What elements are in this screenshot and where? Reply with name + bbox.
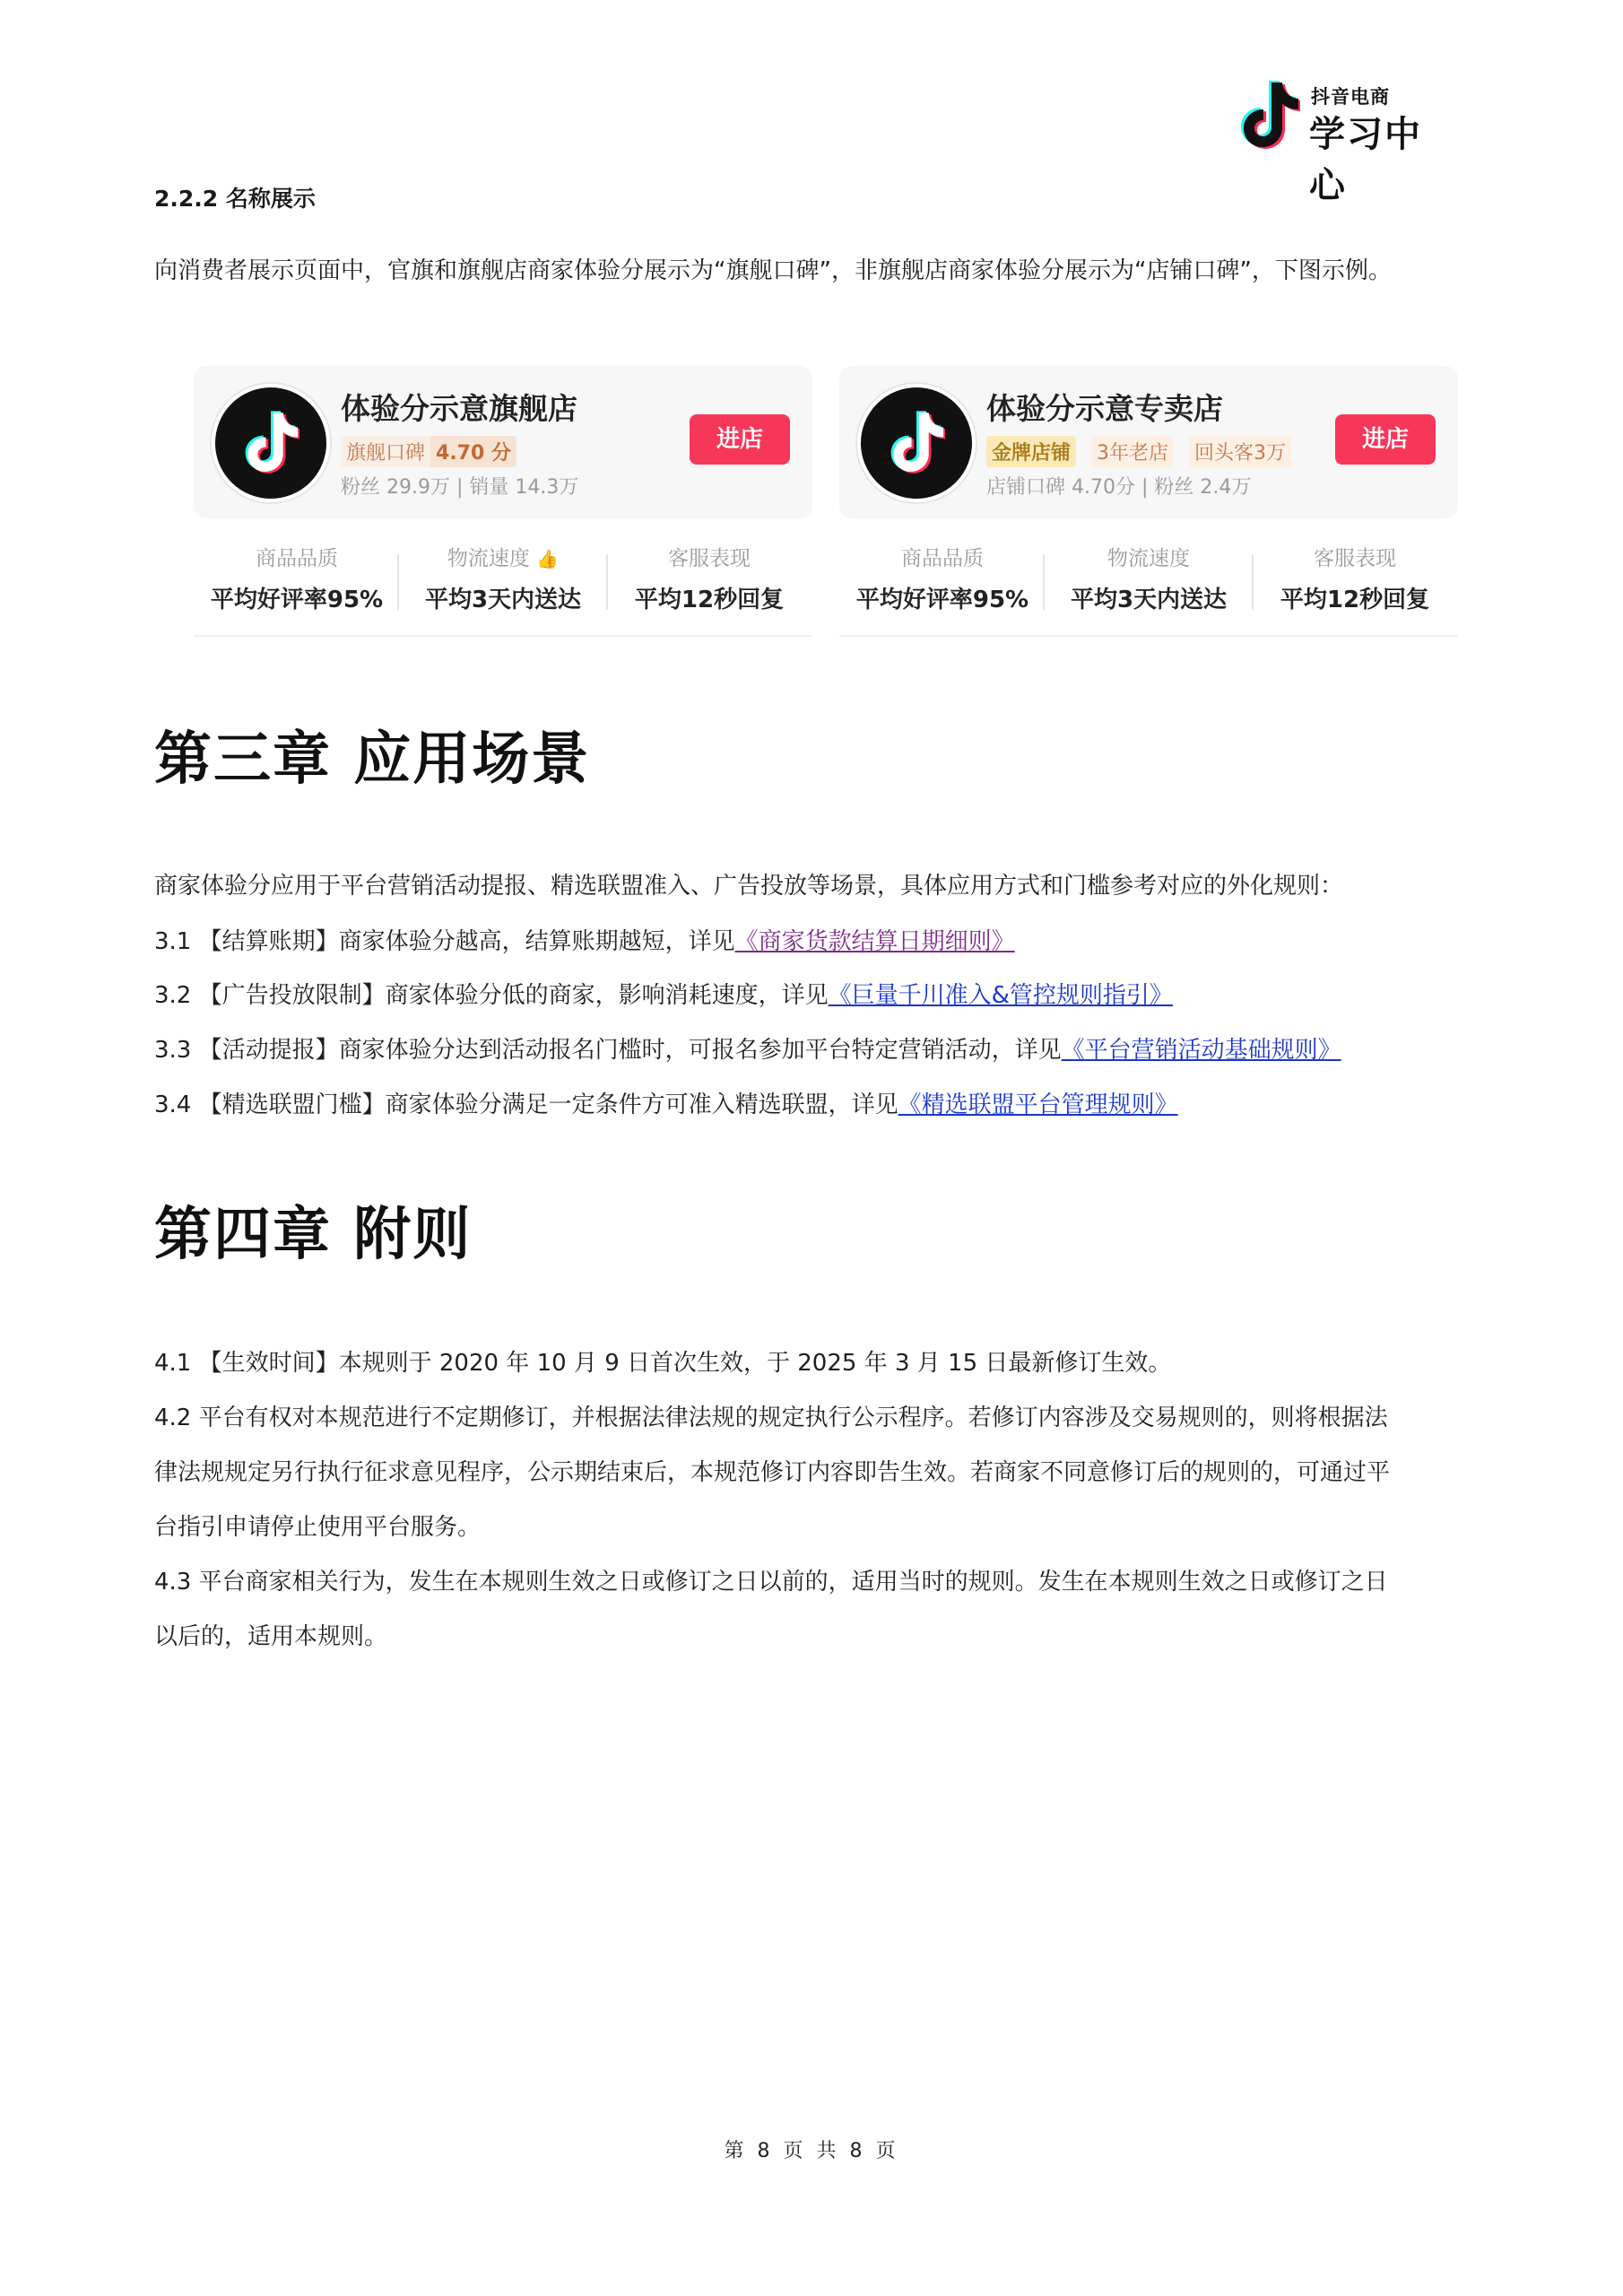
logo-title: 学习中心 [1309, 114, 1422, 206]
chapter-4-title: 第四章 附则 [154, 1202, 473, 1268]
metric-label: 客服表现 [668, 547, 751, 570]
metric-divider [397, 554, 399, 610]
reputation-badge: 旗舰口碑 [341, 436, 430, 467]
gold-store-badge: 金牌店铺 [986, 436, 1076, 467]
metric-value: 平均3天内送达 [424, 587, 582, 613]
metric-logistics [1046, 542, 1252, 614]
store-card-specialty [839, 366, 1458, 653]
alliance-rules-link[interactable]: 《精选联盟平台管理规则》 [898, 1091, 1178, 1118]
douyin-logo-icon [242, 407, 299, 477]
thumbs-up-icon: 👍 [536, 548, 560, 570]
settlement-rules-link[interactable]: 《商家货款结算日期细则》 [734, 928, 1015, 955]
store-name: 体验分示意专卖店 [986, 391, 1223, 426]
chapter-3-title: 第三章 应用场景 [154, 726, 591, 793]
metric-label: 客服表现 [1314, 547, 1396, 570]
section-heading-2-2-2: 2.2.2 名称展示 [154, 186, 316, 212]
metric-divider [1043, 554, 1045, 610]
store-card-flagship [194, 366, 812, 653]
metric-value: 平均好评率95% [855, 587, 1029, 613]
chapter-3-intro: 商家体验分应用于平台营销活动提报、精选联盟准入、广告投放等场景，具体应用方式和门槛参考对应的外化规则： [154, 873, 1344, 900]
rule-item-4-3-line-1: 4.3 平台商家相关行为，发生在本规则生效之日或修订之日以前的，适用当时的规则。发生在本规则生效之日或修订之日 [154, 1569, 1388, 1596]
store-avatar [212, 384, 330, 502]
metric-service [1252, 542, 1458, 614]
metric-value: 平均12秒回复 [1280, 587, 1430, 613]
metric-service [606, 542, 812, 614]
metric-quality [839, 542, 1046, 614]
section-2-2-2-text: 向消费者展示页面中，官旗和旗舰店商家体验分展示为“旗舰口碑”，非旗舰店商家体验分展示为“店铺口碑”，下图示例。 [154, 257, 1392, 284]
enter-store-button[interactable]: 进店 [1335, 414, 1436, 465]
store-stats: 店铺口碑 4.70分 | 粉丝 2.4万 [986, 476, 1252, 499]
rule-item-4-1: 4.1 【生效时间】本规则于 2020 年 10 月 9 日首次生效，于 2025 年 3 月 15 日最新修订生效。 [154, 1350, 1172, 1377]
store-tags [341, 436, 525, 467]
douyin-logo-icon [1237, 77, 1300, 152]
rule-item-3-2: 3.2 【广告投放限制】商家体验分低的商家，影响消耗速度，详见《巨量千川准入&管控规则指引》 [154, 982, 1173, 1009]
rule-item-3-1: 3.1 【结算账期】商家体验分越高，结算账期越短，详见《商家货款结算日期细则》 [154, 928, 1015, 955]
rule-item-4-3-line-2: 以后的，适用本规则。 [154, 1623, 388, 1650]
metric-value: 平均3天内送达 [1070, 587, 1228, 613]
marketing-activity-rules-link[interactable]: 《平台营销活动基础规则》 [1061, 1037, 1341, 1064]
enter-store-button[interactable]: 进店 [690, 414, 790, 465]
douyin-logo-icon [888, 407, 945, 477]
store-tags [986, 436, 1300, 467]
logo-subtitle: 抖音电商 [1311, 86, 1390, 108]
qianchuan-rules-link[interactable]: 《巨量千川准入&管控规则指引》 [828, 982, 1173, 1009]
card-divider [839, 635, 1458, 637]
rule-item-4-2-line-1: 4.2 平台有权对本规范进行不定期修订，并根据法律法规的规定执行公示程序。若修订内容涉及交易规则的，则将根据法 [154, 1405, 1388, 1431]
rule-item-3-3: 3.3 【活动提报】商家体验分达到活动报名门槛时，可报名参加平台特定营销活动，详见《平台营销活动基础规则》 [154, 1037, 1341, 1064]
page-number: 第 8 页 共 8 页 [724, 2140, 899, 2162]
metric-quality [194, 542, 400, 614]
metric-label: 商品品质 [901, 547, 984, 570]
store-age-badge: 3年老店 [1091, 436, 1174, 467]
rule-item-3-4: 3.4 【精选联盟门槛】商家体验分满足一定条件方可准入精选联盟，详见《精选联盟平台管理规则》 [154, 1091, 1178, 1118]
metric-value: 平均12秒回复 [634, 587, 785, 613]
metric-label: 物流速度 [1107, 547, 1190, 570]
store-name: 体验分示意旗舰店 [341, 391, 577, 426]
store-avatar [857, 384, 976, 502]
metric-label: 物流速度 👍 [447, 547, 560, 570]
reputation-score: 4.70 分 [430, 436, 516, 467]
metric-value: 平均好评率95% [210, 587, 384, 613]
metric-logistics [400, 542, 606, 614]
douyin-learning-center-logo [1237, 77, 1453, 206]
store-stats: 粉丝 29.9万 | 销量 14.3万 [341, 476, 579, 499]
card-divider [194, 635, 812, 637]
rule-item-4-2-line-3: 台指引申请停止使用平台服务。 [154, 1514, 482, 1541]
rule-item-4-2-line-2: 律法规规定另行执行征求意见程序，公示期结束后，本规范修订内容即告生效。若商家不同意修订后的规则的，可通过平 [154, 1459, 1391, 1486]
metric-label: 商品品质 [256, 547, 338, 570]
repeat-customer-badge: 回头客3万 [1189, 436, 1291, 467]
